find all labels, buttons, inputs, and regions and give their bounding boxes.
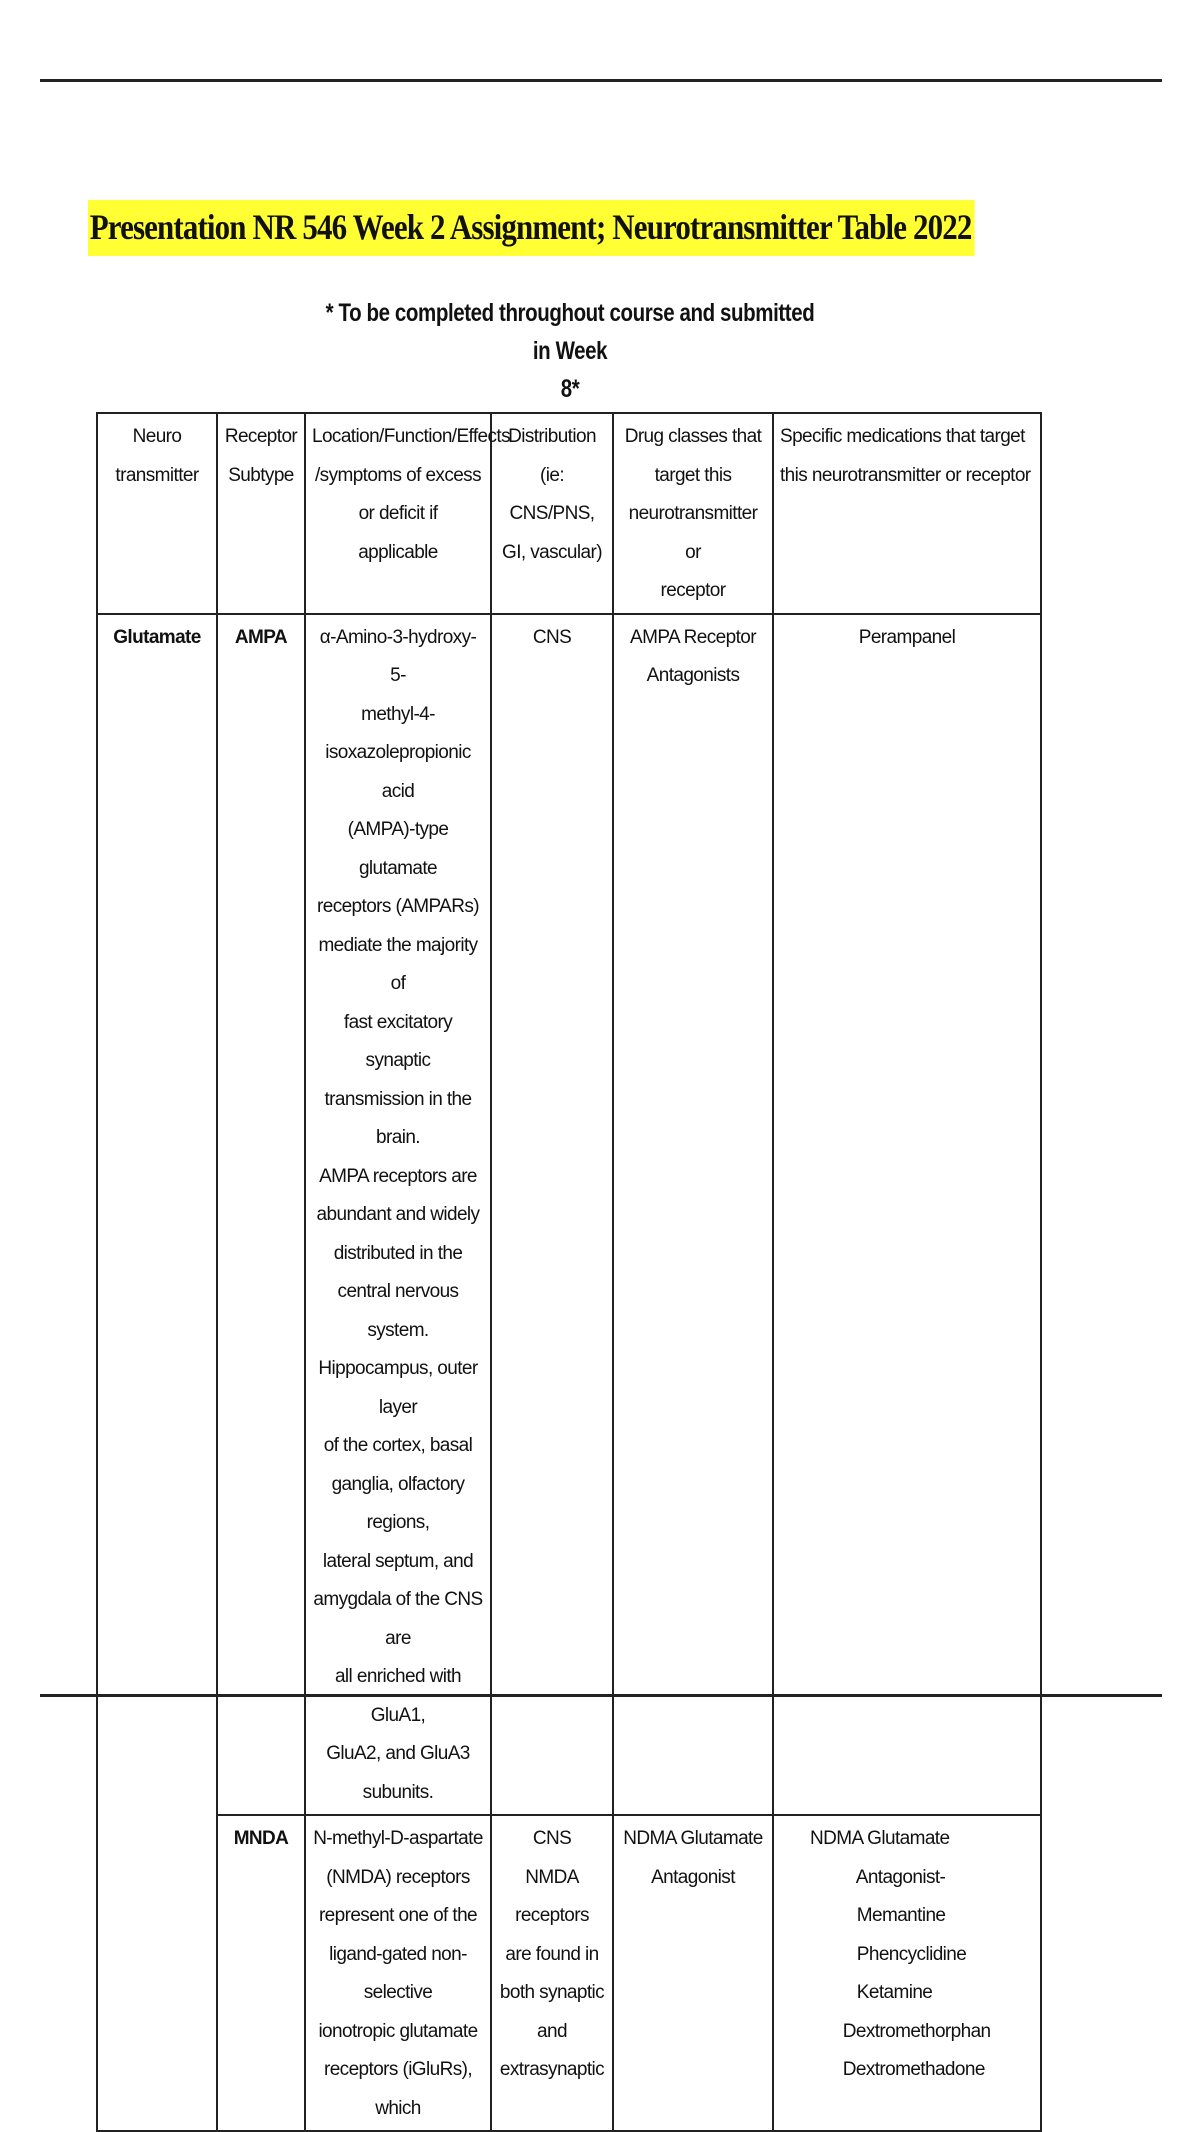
title-container [88, 200, 1119, 256]
document-subtitle: * To be completed throughout course and submitted in Week 8* [325, 299, 815, 403]
table-row [97, 614, 1041, 1816]
document-title: Presentation NR 546 Week 2 Assignment; Neurotransmitter Table 2022 [88, 200, 975, 256]
header-drug-classes: Drug classes that target this neurotransmitter or receptor [613, 413, 773, 614]
neurotransmitter-table [96, 412, 1042, 2132]
cell-receptor-subtype: AMPA [217, 614, 305, 1816]
cell-receptor-subtype: MNDA [217, 1815, 305, 2131]
cell-drug-classes: AMPA Receptor Antagonists [613, 614, 773, 1816]
cell-neurotransmitter: Glutamate [97, 614, 217, 2132]
cell-location-function: N-methyl-D-aspartate (NMDA) receptors represent one of the ligand-gated non-selective ionotropic glutamate receptors (iGluRs), which [305, 1815, 491, 2131]
cell-distribution: CNS [491, 614, 613, 1816]
header-specific-medications: Specific medications that target this neurotransmitter or receptor [773, 413, 1041, 614]
table-row [97, 1815, 1041, 2131]
header-location-function: Location/Function/Effects /symptoms of excess or deficit if applicable [305, 413, 491, 614]
bottom-rule [40, 1694, 1162, 1697]
header-neurotransmitter: Neuro transmitter [97, 413, 217, 614]
top-rule [40, 79, 1162, 82]
cell-distribution: CNS NMDA receptors are found in both synaptic and extrasynaptic [491, 1815, 613, 2131]
cell-location-function: α-Amino-3-hydroxy-5- methyl-4- isoxazolepropionic acid (AMPA)-type glutamate receptors (AMPARs) mediate the majority of fast excitatory synaptic transmission in the brain. AMPA receptors are abundant and widely distributed in the central nervous system. Hippocampus, outer layer of the cortex, basal ganglia, olfactory regions, lateral septum, and amygdala of the CNS are all enriched with GluA1, GluA2, and GluA3 subunits. [305, 614, 491, 1816]
header-receptor-subtype: Receptor Subtype [217, 413, 305, 614]
header-distribution: Distribution (ie: CNS/PNS, GI, vascular) [491, 413, 613, 614]
cell-specific-medications: Perampanel [773, 614, 1041, 1816]
table-header-row [97, 413, 1041, 614]
cell-specific-medications: NDMA Glutamate Antagonist- Memantine Phencyclidine Ketamine Dextromethorphan Dextromethadone [773, 1815, 1041, 2131]
cell-drug-classes: NDMA Glutamate Antagonist [613, 1815, 773, 2131]
